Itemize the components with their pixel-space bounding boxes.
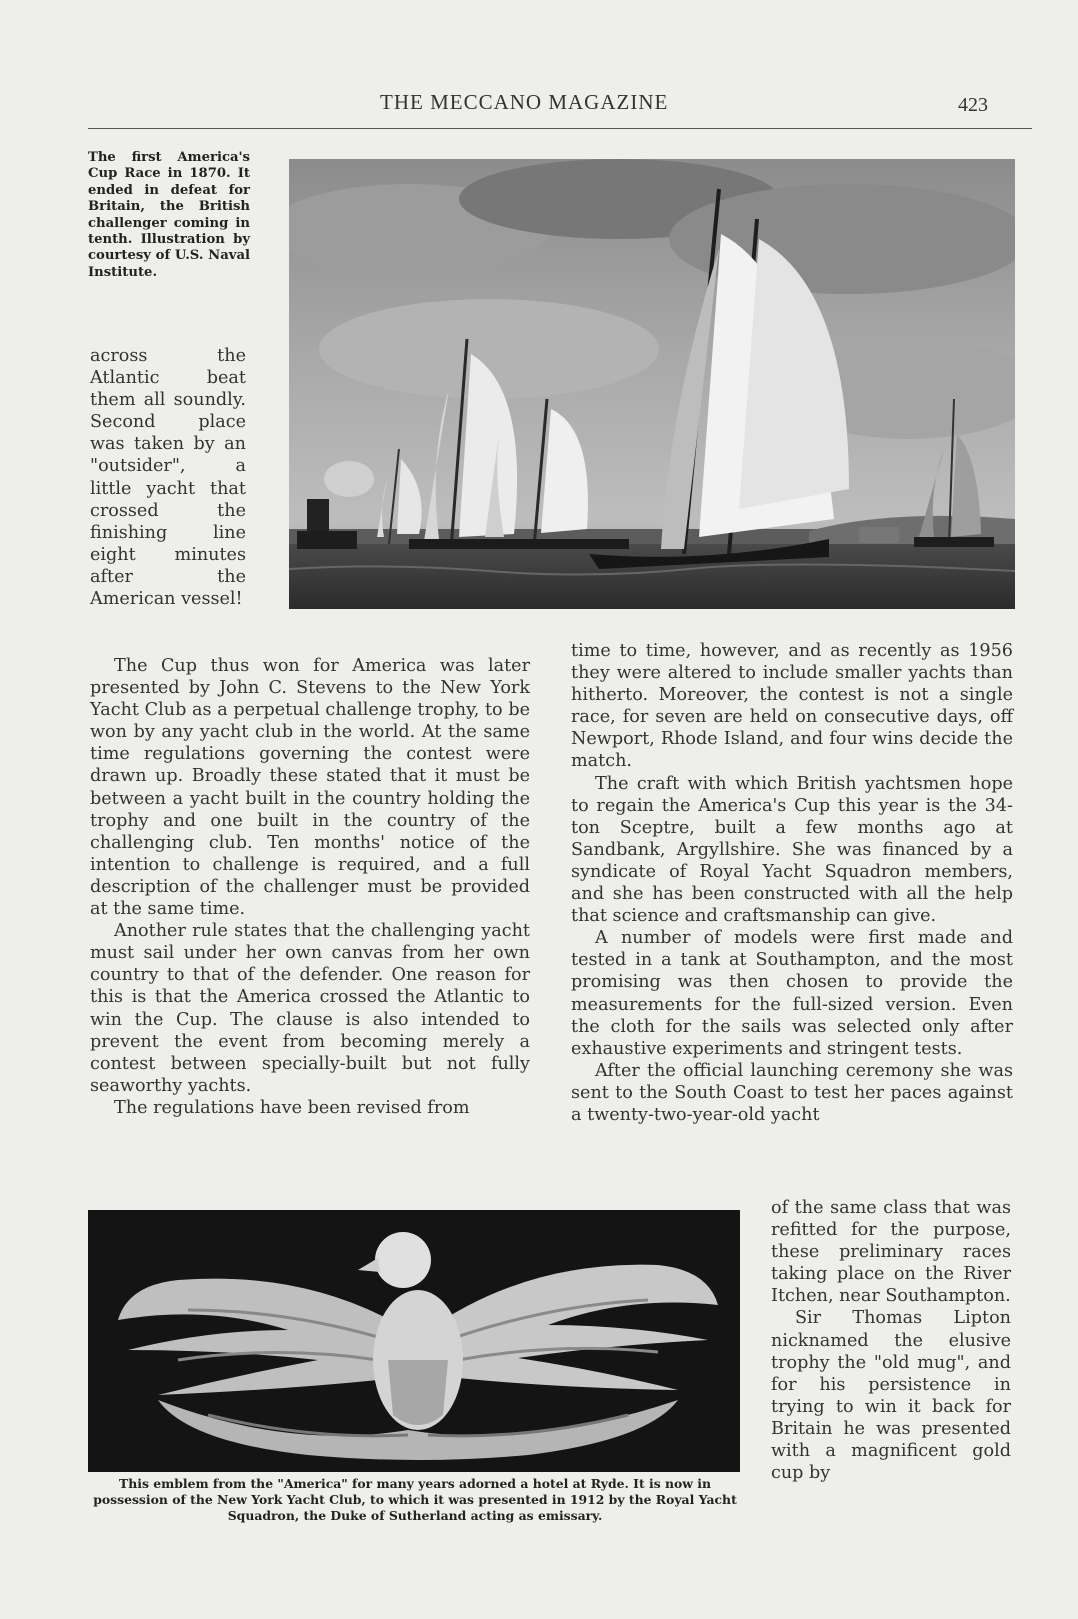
intro-text-narrow: across the Atlantic beat them all soundly. Second place was taken by an "outsider", a little yacht that crossed the finishing line eight minutes after the American vessel! [90,346,246,610]
race-painting-graphic [289,159,1015,609]
left-column [90,655,530,1119]
paragraph: After the official launching ceremony she was sent to the South Coast to test her paces against a twenty-two-year-old yacht [571,1060,1013,1125]
paragraph: time to time, however, and as recently as 1956 they were altered to include smaller yachts than hitherto. Moreover, the contest is not a single race, for seven are held on consecutive days, off Newport, Rhode Island, and four wins decide the match. [571,641,1013,772]
paragraph: A number of models were first made and tested in a tank at Southampton, and the most promising was then chosen to provide the measurements for the full-sized version. Even the cloth for the sails was selected only after exhaustive experiments and stringent tests. [571,928,1013,1059]
page-number: 423 [958,94,988,116]
right-column [571,640,1013,1126]
running-head [0,88,1078,124]
magazine-title: THE MECCANO MAGAZINE [380,90,669,114]
paragraph: Another rule states that the challenging yacht must sail under her own canvas from her own country to that of the defender. One reason for this is that the America crossed the Atlantic to win the Cup. The clause is also intended to prevent the event from becoming merely a contest between specially-built but not fully seaworthy yachts. [90,921,530,1096]
eagle-emblem-graphic [88,1210,740,1472]
paragraph: of the same class that was refitted for the purpose, these preliminary races taking place on the River Itchen, near Southampton. [771,1198,1011,1307]
header-rule [88,128,1032,129]
paragraph: The regulations have been revised from [114,1097,470,1118]
paragraph: The craft with which British yachtsmen hope to regain the America's Cup this year is the 34-ton Sceptre, built a few months ago at Sandbank, Argyllshire. She was financed by a syndicate of Royal Yacht Squadron members, and she has been constructed with all the help that science and craftsmanship can give. [571,773,1013,927]
right-column-narrow [771,1197,1011,1484]
race-illustration [289,159,1015,609]
paragraph: Sir Thomas Lipton nicknamed the elusive trophy the "old mug", and for his persistence in trying to win it back for Britain he was presented with a magnificent gold cup by [771,1308,1011,1484]
emblem-photo [88,1210,740,1472]
race-illustration-caption: The first America's Cup Race in 1870. It ended in defeat for Britain, the British challenger coming in tenth. Illustration by courtesy of U.S. Naval Institute. [88,150,250,280]
paragraph: The Cup thus won for America was later presented by John C. Stevens to the New York Yacht Club as a perpetual challenge trophy, to be won by any yacht club in the world. At the same time regulations governing the contest were drawn up. Broadly these stated that it must be between a yacht built in the country holding the trophy and one built in the country of the challenging club. Ten months' notice of the intention to challenge is required, and a full description of the challenger must be provided at the same time. [90,656,530,920]
emblem-photo-caption: This emblem from the "America" for many years adorned a hotel at Ryde. It is now in possession of the New York Yacht Club, to which it was presented in 1912 by the Royal Yacht Squadron, the Duke of Sutherland acting as emissary. [93,1476,737,1523]
